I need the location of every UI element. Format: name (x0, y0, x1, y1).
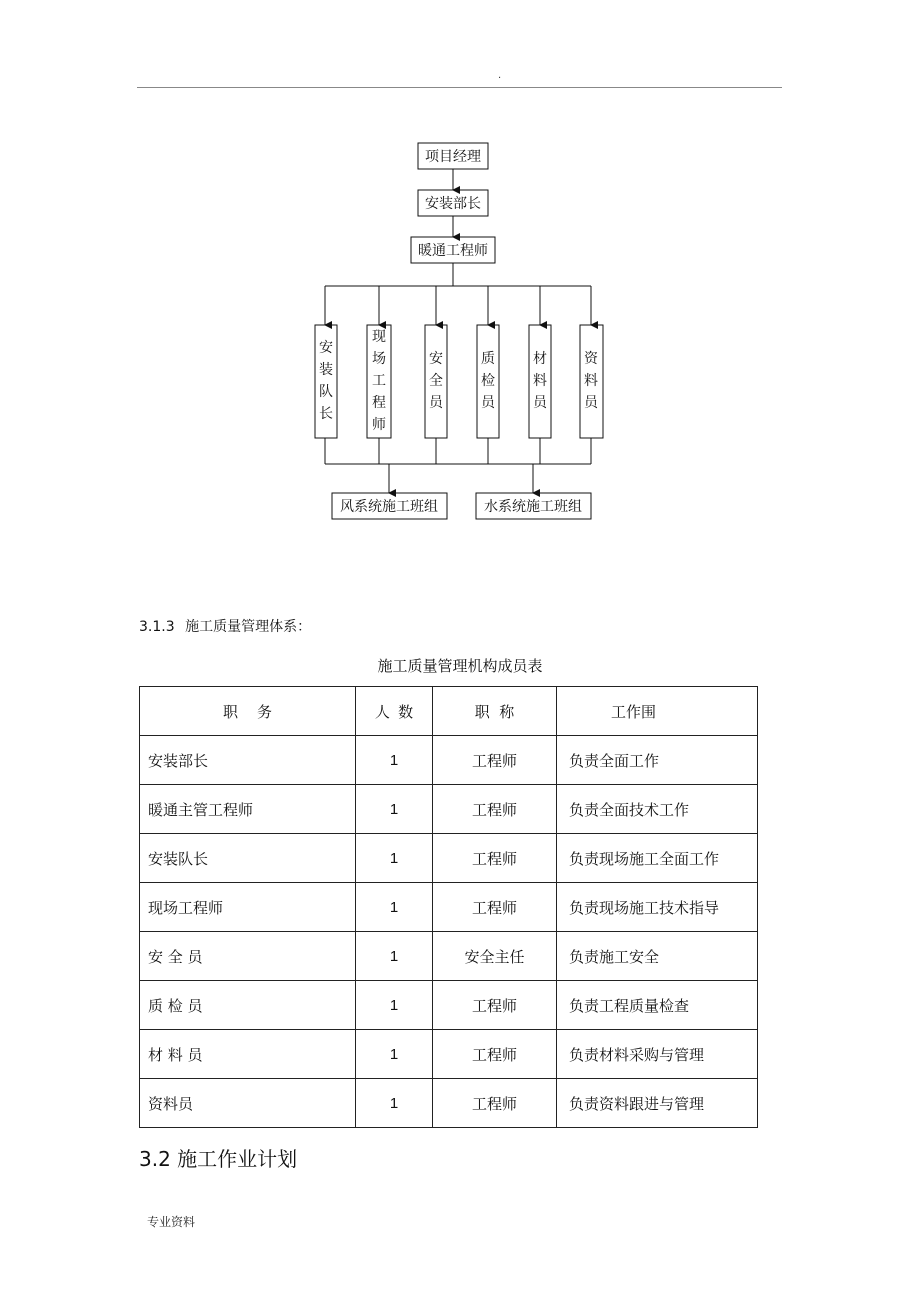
section-number: 3.1.3 (139, 619, 175, 635)
cell-title: 工程师 (433, 834, 557, 883)
cell-scope: 负责现场施工全面工作 (557, 834, 758, 883)
cell-position: 安装部长 (140, 736, 356, 785)
role-label-char: 装 (319, 362, 333, 378)
table-row (140, 736, 758, 785)
table-row (140, 785, 758, 834)
role-label-char: 师 (372, 417, 386, 433)
table-header-row (140, 687, 758, 736)
role-label-char: 队 (319, 384, 333, 400)
cell-scope: 负责工程质量检查 (557, 981, 758, 1030)
cell-title: 安全主任 (433, 932, 557, 981)
label-engineer: 暖通工程师 (418, 243, 488, 259)
section-title: 施工质量管理体系： (185, 619, 312, 635)
table-row (140, 932, 758, 981)
role-label-char: 场 (372, 351, 386, 367)
org-chart (0, 0, 920, 560)
role-label-char: 现 (372, 329, 386, 345)
role-label-char: 员 (429, 395, 443, 411)
cell-count: 1 (356, 785, 433, 834)
cell-count: 1 (356, 883, 433, 932)
cell-title: 工程师 (433, 883, 557, 932)
table-row (140, 834, 758, 883)
role-label-char: 资 (584, 351, 598, 367)
cell-count: 1 (356, 1079, 433, 1128)
role-label-char: 工 (372, 373, 386, 389)
role-label-char: 材 (533, 351, 547, 367)
table-row (140, 883, 758, 932)
header-mark: . (498, 70, 502, 81)
section-heading (139, 616, 311, 636)
table-row (140, 1079, 758, 1128)
cell-count: 1 (356, 1030, 433, 1079)
footer-text: 专业资料 (147, 1215, 196, 1229)
role-label-char: 全 (429, 373, 443, 389)
header-count: 人 数 (356, 687, 433, 736)
cell-count: 1 (356, 932, 433, 981)
header-position: 职 务 (140, 687, 356, 736)
cell-title: 工程师 (433, 1079, 557, 1128)
cell-position: 现场工程师 (140, 883, 356, 932)
cell-position: 安 全 员 (140, 932, 356, 981)
cell-count: 1 (356, 981, 433, 1030)
role-label-char: 员 (481, 395, 495, 411)
cell-position: 资料员 (140, 1079, 356, 1128)
table-row (140, 1030, 758, 1079)
cell-title: 工程师 (433, 981, 557, 1030)
staff-table (139, 686, 758, 1128)
role-label-char: 安 (429, 351, 443, 367)
cell-scope: 负责全面技术工作 (557, 785, 758, 834)
role-label-char: 安 (319, 340, 333, 356)
cell-position: 材 料 员 (140, 1030, 356, 1079)
role-label-char: 员 (533, 395, 547, 411)
table-row (140, 981, 758, 1030)
table-caption: 施工质量管理机构成员表 (377, 657, 543, 675)
cell-count: 1 (356, 736, 433, 785)
cell-title: 工程师 (433, 736, 557, 785)
header-scope: 工作围 (557, 687, 758, 736)
cell-title: 工程师 (433, 785, 557, 834)
cell-scope: 负责施工安全 (557, 932, 758, 981)
role-label-char: 程 (372, 395, 386, 411)
label-team-2: 水系统施工班组 (484, 499, 582, 515)
role-label-char: 料 (584, 373, 598, 389)
role-label-char: 质 (481, 351, 495, 367)
header-title: 职 称 (433, 687, 557, 736)
cell-position: 暖通主管工程师 (140, 785, 356, 834)
cell-title: 工程师 (433, 1030, 557, 1079)
cell-count: 1 (356, 834, 433, 883)
label-team-1: 风系统施工班组 (340, 499, 438, 515)
next-section-heading: 3.2 施工作业计划 (139, 1147, 298, 1171)
cell-scope: 负责现场施工技术指导 (557, 883, 758, 932)
role-label-char: 长 (319, 406, 333, 422)
label-manager: 项目经理 (425, 149, 481, 165)
cell-position: 质 检 员 (140, 981, 356, 1030)
label-dept-head: 安装部长 (425, 196, 481, 212)
cell-scope: 负责资料跟进与管理 (557, 1079, 758, 1128)
role-label-char: 检 (481, 373, 495, 389)
cell-scope: 负责材料采购与管理 (557, 1030, 758, 1079)
role-label-char: 料 (533, 373, 547, 389)
cell-scope: 负责全面工作 (557, 736, 758, 785)
cell-position: 安装队长 (140, 834, 356, 883)
role-label-char: 员 (584, 395, 598, 411)
